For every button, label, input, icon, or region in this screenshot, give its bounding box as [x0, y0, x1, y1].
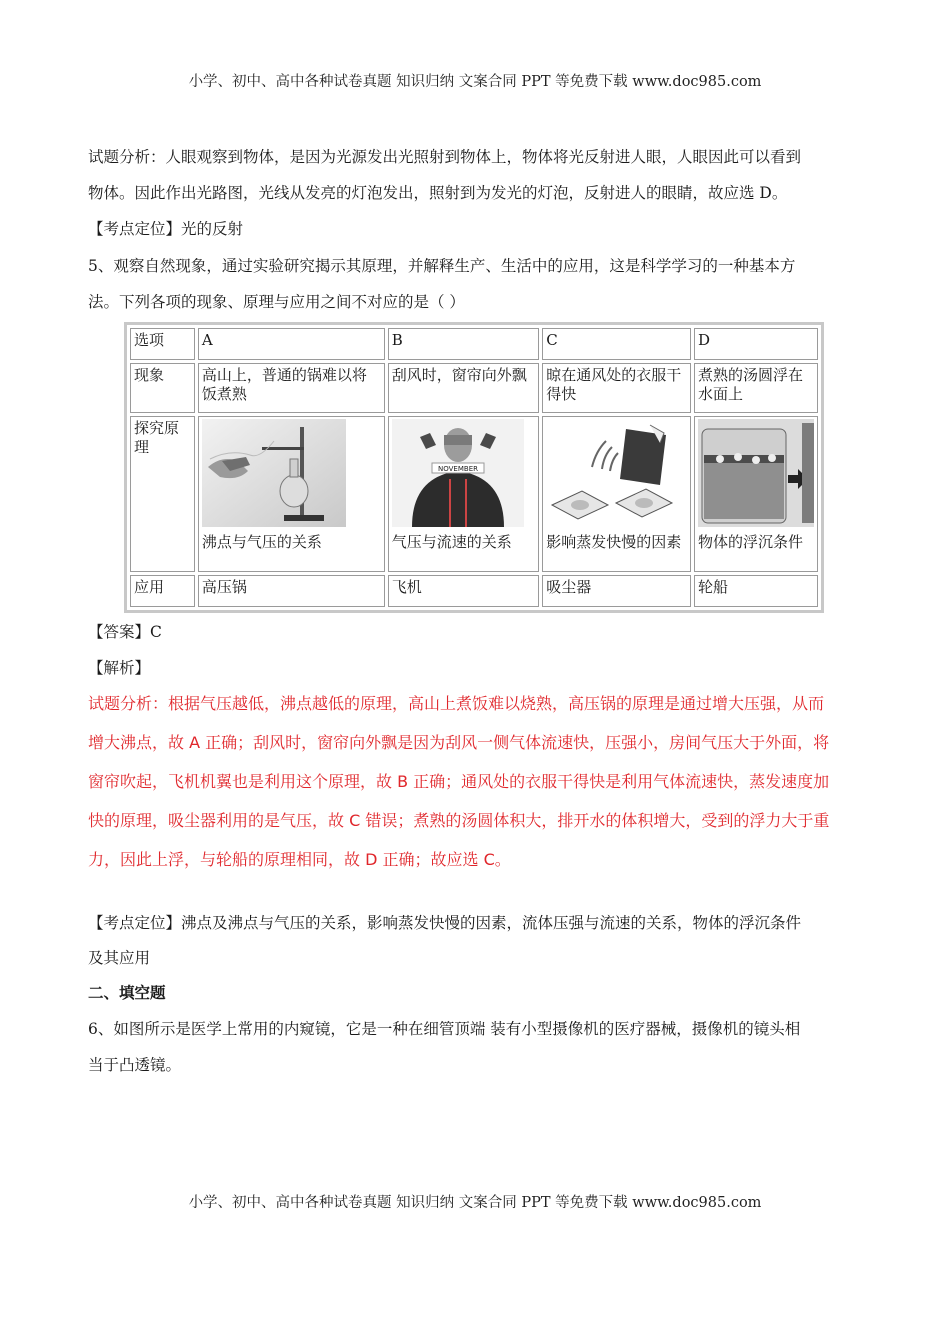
table-cell: 吸尘器 — [542, 575, 691, 607]
q5-red-analysis-line-1: 试题分析：根据气压越低，沸点越低的原理，高山上煮饭难以烧熟，高压锅的原理是通过增大压强，从而 — [88, 694, 825, 713]
q5-knowledge-point-line-1: 【考点定位】沸点及沸点与气压的关系，影响蒸发快慢的因素，流体压强与流速的关系，物体的浮沉条件 — [88, 914, 802, 932]
table-cell — [388, 416, 540, 572]
table-cell: C — [542, 328, 691, 360]
person-paper-photo — [392, 419, 536, 529]
page-header: 小学、初中、高中各种试卷真题 知识归纳 文案合同 PPT 等免费下载 www.doc985.com — [188, 74, 762, 90]
evaporation-diagram — [546, 419, 687, 529]
q5-red-analysis-line-3: 窗帘吹起，飞机机翼也是利用这个原理，故 B 正确；通风处的衣服干得快是利用气体流速快，蒸发速度加 — [88, 772, 830, 791]
floating-dumplings-photo — [698, 419, 814, 529]
q4-knowledge-point: 【考点定位】光的反射 — [88, 220, 244, 238]
table-cell: 煮熟的汤圆浮在水面上 — [694, 363, 818, 413]
q6-stem-line-1: 6、如图所示是医学上常用的内窥镜，它是一种在细管顶端 装有小型摄像机的医疗器械，摄像机的镜头相 — [88, 1020, 801, 1038]
table-cell: 高山上，普通的锅难以将饭煮熟 — [198, 363, 385, 413]
table-cell: D — [694, 328, 818, 360]
table-cell-caption: 影响蒸发快慢的因素 — [546, 533, 682, 551]
table-cell: 晾在通风处的衣服干得快 — [542, 363, 691, 413]
q5-red-analysis-line-4: 快的原理，吸尘器利用的是气压，故 C 错误；煮熟的汤圆体积大，排开水的体积增大，受到的浮力大于重 — [88, 811, 830, 830]
table-cell — [542, 416, 691, 572]
table-cell-caption: 沸点与气压的关系 — [201, 533, 322, 551]
section-title: 二、填空题 — [88, 984, 166, 1002]
table-cell-caption: 物体的浮沉条件 — [697, 533, 803, 551]
q5-options-table — [124, 322, 824, 613]
table-row-phenomenon — [130, 363, 818, 413]
table-row-principle — [130, 416, 818, 572]
boiling-experiment-photo — [202, 419, 381, 529]
q4-analysis-line-2: 物体。因此作出光路图，光线从发亮的灯泡发出，照射到为发光的灯泡，反射进人的眼睛，故应选 D。 — [88, 184, 788, 202]
table-row-head — [130, 328, 818, 360]
table-cell: 探究原理 — [130, 416, 195, 572]
q5-red-analysis-line-5: 力，因此上浮，与轮船的原理相同，故 D 正确；故应选 C。 — [88, 850, 511, 869]
q5-red-analysis-line-2: 增大沸点，故 A 正确；刮风时，窗帘向外飘是因为刮风一侧气体流速快，压强小，房间气压大于外面，将 — [88, 733, 830, 752]
q5-answer: 【答案】C — [88, 623, 162, 641]
q6-stem-line-2: 当于凸透镜。 — [88, 1056, 182, 1074]
page-footer: 小学、初中、高中各种试卷真题 知识归纳 文案合同 PPT 等免费下载 www.doc985.com — [188, 1195, 762, 1211]
table-cell-caption: 气压与流速的关系 — [391, 533, 512, 551]
q5-analysis-label: 【解析】 — [88, 659, 151, 677]
table-cell: 选项 — [130, 328, 195, 360]
table-cell: 刮风时，窗帘向外飘 — [388, 363, 540, 413]
table-cell — [198, 416, 385, 572]
table-cell: 高压锅 — [198, 575, 385, 607]
q5-knowledge-point-line-2: 及其应用 — [88, 949, 151, 967]
table-cell: B — [388, 328, 540, 360]
table-row-application — [130, 575, 818, 607]
table-cell: 飞机 — [388, 575, 540, 607]
table-cell: 现象 — [130, 363, 195, 413]
q5-stem-line-2: 法。下列各项的现象、原理与应用之间不对应的是（ ） — [88, 293, 465, 311]
table-cell: A — [198, 328, 385, 360]
table-cell — [694, 416, 818, 572]
table-cell: 应用 — [130, 575, 195, 607]
q4-analysis-line-1: 试题分析：人眼观察到物体，是因为光源发出光照射到物体上，物体将光反射进人眼，人眼因此可以看到 — [88, 148, 802, 166]
table-cell: 轮船 — [694, 575, 818, 607]
shirt-text: NOVEMBER — [437, 465, 478, 473]
q5-stem-line-1: 5、观察自然现象，通过实验研究揭示其原理，并解释生产、生活中的应用，这是科学学习的一种基本方 — [88, 257, 796, 275]
